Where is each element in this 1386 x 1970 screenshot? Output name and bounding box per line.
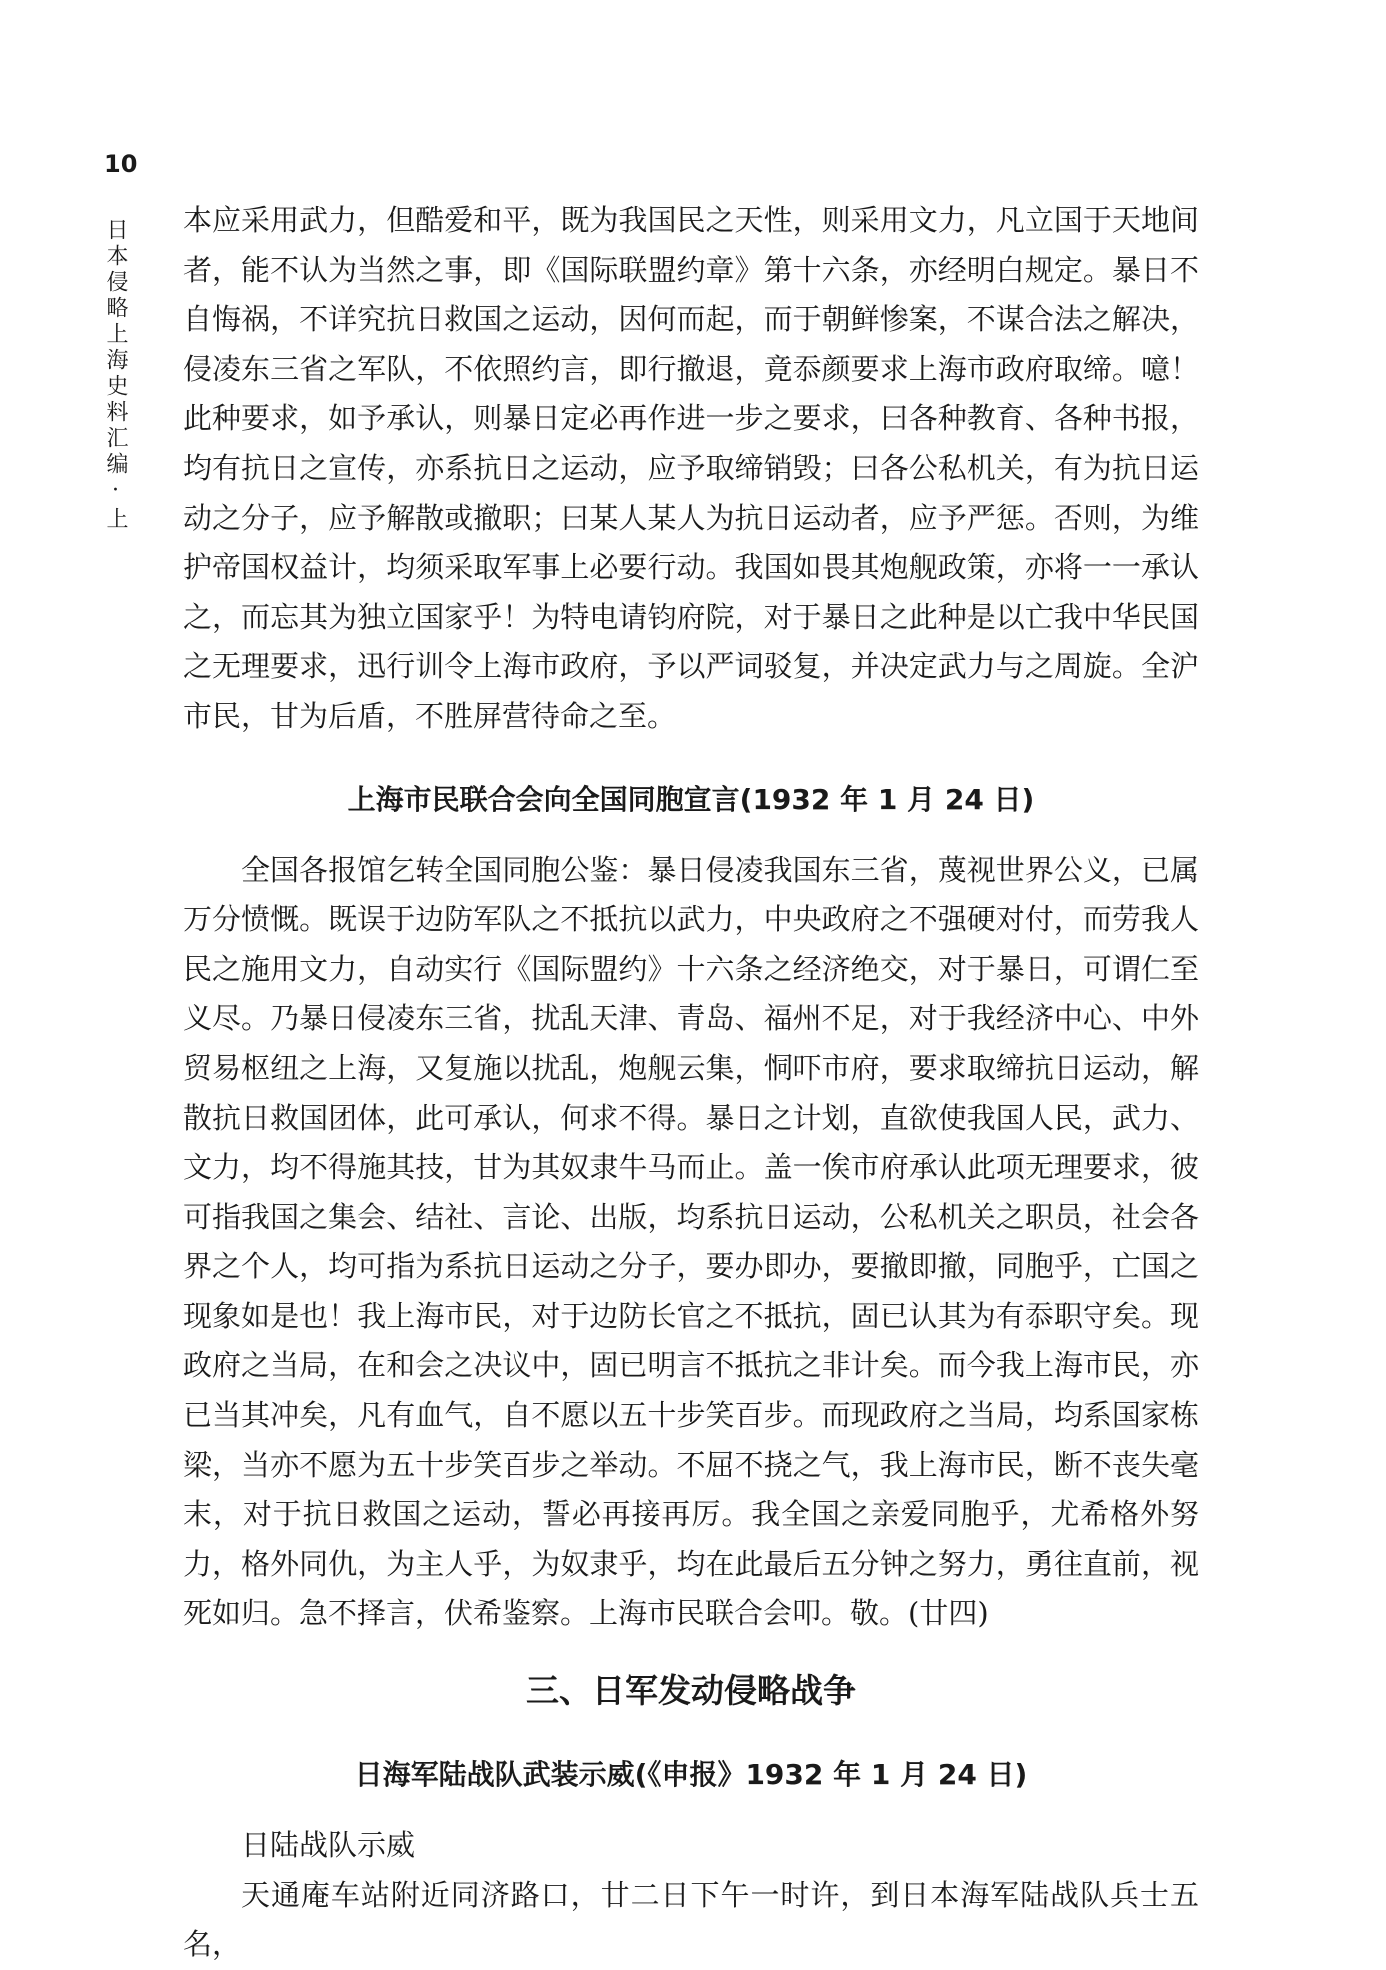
paragraph: 日陆战队示威 bbox=[241, 1828, 416, 1863]
page-content bbox=[183, 196, 1199, 1970]
paragraph: 全国各报馆乞转全国同胞公鉴：暴日侵凌我国东三省，蔑视世界公义，已属万分愤慨。既误于边防军队之不抵抗以武力，中央政府之不强硬对付，而劳我人民之施用文力，自动实行《国际盟约》十六条之经济绝交，对于暴日，可谓仁至义尽。乃暴日侵凌东三省，扰乱天津、青岛、福州不足，对于我经济中心、中外贸易枢纽之上海，又复施以扰乱，炮舰云集，恫吓市府，要求取缔抗日运动，解散抗日救国团体，此可承认，何求不得。暴日之计划，直欲使我国人民，武力、文力，均不得施其技，甘为其奴隶牛马而止。盖一俟市府承认此项无理要求，彼可指我国之集会、结社、言论、出版，均系抗日运动，公私机关之职员，社会各界之个人，均可指为系抗日运动之分子，要办即办，要撤即撤，同胞乎，亡国之现象如是也！我上海市民，对于边防长官之不抵抗，固已认其为有忝职守矣。现政府之当局，在和会之决议中，固已明言不抵抗之非计矣。而今我上海市民，亦已当其冲矣，凡有血气，自不愿以五十步笑百步。而现政府之当局，均系国家栋梁，当亦不愿为五十步笑百步之举动。不屈不挠之气，我上海市民，断不丧失毫末，对于抗日救国之运动，誓必再接再厉。我全国之亲爱同胞乎，尤希格外努力，格外同仇，为主人乎，为奴隶乎，均在此最后五分钟之努力，勇往直前，视死如归。急不择言，伏希鉴察。上海市民联合会叩。敬。(廿四) bbox=[183, 852, 1199, 1631]
paragraph: 天通庵车站附近同济路口，廿二日下午一时许，到日本海军陆战队兵士五名， bbox=[183, 1877, 1199, 1962]
paragraph: 本应采用武力，但酷爱和平，既为我国民之天性，则采用文力，凡立国于天地间者，能不认为当然之事，即《国际联盟约章》第十六条，亦经明白规定。暴日不自悔祸，不详究抗日救国之运动，因何而起，而于朝鲜惨案，不谋合法之解决，侵凌东三省之军队，不依照约言，即行撤退，竟忝颜要求上海市政府取缔。噫！此种要求，如予承认，则暴日定必再作进一步之要求，曰各种教育、各种书报，均有抗日之宣传，亦系抗日之运动，应予取缔销毁；曰各公私机关，有为抗日运动之分子，应予解散或撤职；曰某人某人为抗日运动者，应予严惩。否则，为维护帝国权益计，均须采取军事上必要行动。我国如畏其炮舰政策，亦将一一承认之，而忘其为独立国家乎！为特电请钧府院，对于暴日之此种是以亡我中华民国之无理要求，迅行训令上海市政府，予以严词驳复，并决定武力与之周旋。全沪市民，甘为后盾，不胜屏营待命之至。 bbox=[183, 203, 1199, 733]
section-heading: 上海市民联合会向全国同胞宣言(1932 年 1 月 24 日) bbox=[347, 782, 1035, 816]
page-number: 10 bbox=[104, 150, 138, 178]
chapter-heading: 三、日军发动侵略战争 bbox=[526, 1671, 856, 1711]
section-heading: 日海军陆战队武装示威(《申报》1932 年 1 月 24 日) bbox=[354, 1758, 1028, 1792]
running-title: 日本侵略上海史料汇编·上 bbox=[103, 218, 128, 533]
